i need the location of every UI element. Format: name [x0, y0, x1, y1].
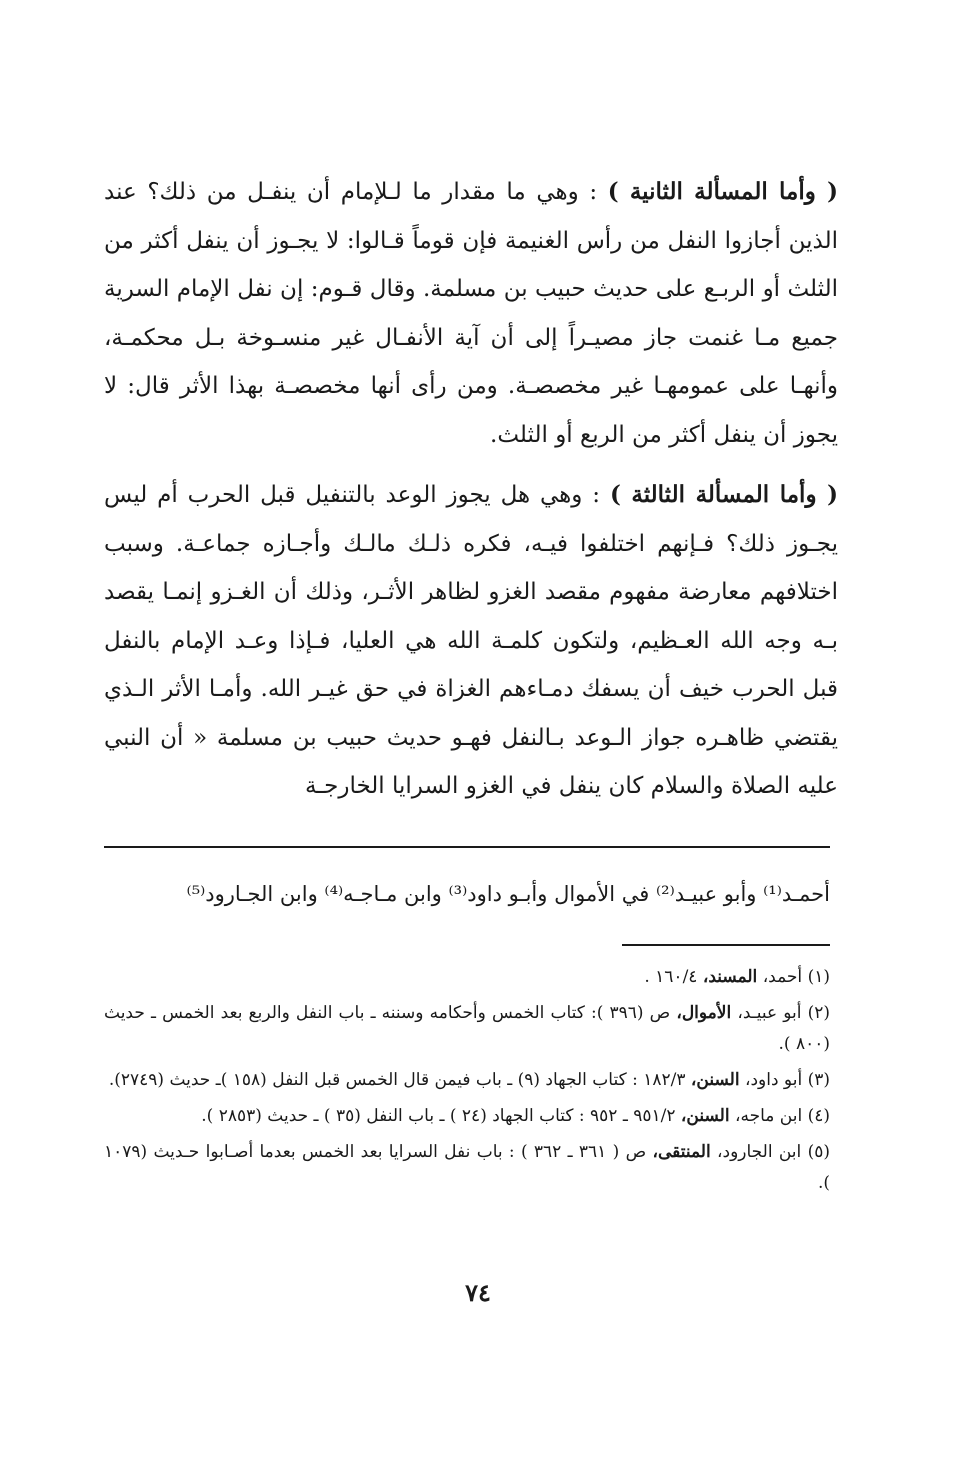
note-details: ص (٣٩٦ ): كتاب الخمس وأحكامه وسننه ـ باب النفل والربع بعد الخمس ـ حديث (٨٠٠ ). [104, 1003, 830, 1054]
note-item [104, 962, 830, 993]
page-number: ٧٤ [465, 1278, 491, 1307]
main-footnote-divider [104, 846, 830, 848]
note-number: (٣) [807, 1070, 830, 1090]
note-item [104, 1065, 830, 1096]
note-number: (٢) [807, 1003, 831, 1023]
note-item [104, 998, 830, 1060]
note-item [104, 1137, 830, 1199]
paragraph-text: : وهي هل يجوز الوعد بالتنفيل قبل الحرب أم ليس يجـوز ذلك؟ فـإنهم اختلفوا فيـه، فكره ذلـك مالـك وأجـازه جماعـة. وسبب اختلافهم معارضة مفهوم مقصد الغزو لظاهر الأثـر، وذلك أن الغـزو إنمـا يقصد بـه وجه الله العـظيم، ولتكون كلمـة الله هي العليا، فـإذا وعـد الإمام بالنفل قبل الحرب خيف أن يسفك دمـاءهم الغزاة في حق غيـر الله. وأمـا الأثر الـذي يقتضي ظاهـره جواز الـوعد بـالنفل فهـو حديث حبيب بن مسلمة « أن النبي عليه الصلاة والسلام كان ينفل في الغزو السرايا الخارجـة [104, 482, 838, 799]
note-author: أبو عبيـد، [737, 1003, 802, 1023]
note-number: (٤) [807, 1106, 830, 1126]
note-book: السنن، [690, 1070, 740, 1090]
note-number: (١) [807, 967, 830, 987]
note-details: ص ( ٣٦١ ـ ٣٦٢ ) : باب نفل السرايا بعد الخمس بعدما أصـابوا حـديث (١٠٧٩ ). [104, 1142, 830, 1193]
note-item [104, 1101, 830, 1132]
note-number: (٥) [807, 1142, 830, 1162]
footnote-continuation: أحمـد⁽¹⁾ وأبو عبيـد⁽²⁾ في الأموال وأبـو داود⁽³⁾ وابن مـاجـه⁽⁴⁾ وابن الجـارود⁽⁵⁾ [186, 882, 830, 906]
note-details: ١٦٠/٤ . [644, 967, 698, 987]
note-book: المسند، [702, 967, 758, 987]
note-details: ١٨٢/٣ : كتاب الجهاد (٩) ـ باب فيمن قال الخمس قبل النفل (١٥٨ )ـ حديث (٢٧٤٩). [108, 1070, 686, 1090]
paragraph-second-issue [104, 168, 838, 459]
note-author: أبو داود، [744, 1070, 803, 1090]
note-book: السنن، [680, 1106, 730, 1126]
note-details: ٩٥١/٢ ـ ٩٥٢ : كتاب الجهاد (٢٤ ) ـ باب النفل (٣٥ ) ـ حديث (٢٨٥٣ ). [201, 1106, 676, 1126]
paragraph-lead: ( وأما المسألة الثالثة ) [609, 481, 839, 508]
paragraph-lead: ( وأما المسألة الثانية ) [607, 178, 838, 205]
note-author: أحمد، [762, 967, 803, 987]
note-book: المنتقى، [652, 1142, 711, 1162]
notes-divider [622, 944, 830, 946]
paragraph-text: : وهي ما مقدار ما لـلإمام أن ينفـل من ذلك؟ عند الذين أجازوا النفل من رأس الغنيمة فإن قوماً قـالوا: لا يجـوز أن ينفل أكثر من الثلث أو الربـع على حديث حبيب بن مسلمة. وقال قـوم: إن نفل الإمام السرية جميع مـا غنمت جاز مصيـراً إلى أن آية الأنفـال غير منسـوخة بـل محكمـة، وأنهـا على عمومهـا غير مخصصـة. ومن رأى أنها مخصصـة بهذا الأثر قال: لا يجوز أن ينفل أكثر من الربع أو الثلث. [104, 179, 838, 448]
paragraph-third-issue [104, 471, 838, 811]
reference-notes [104, 962, 830, 1204]
note-book: الأموال، [676, 1003, 732, 1023]
note-author: ابن ماجه، [734, 1106, 803, 1126]
note-author: ابن الجارود، [717, 1142, 802, 1162]
